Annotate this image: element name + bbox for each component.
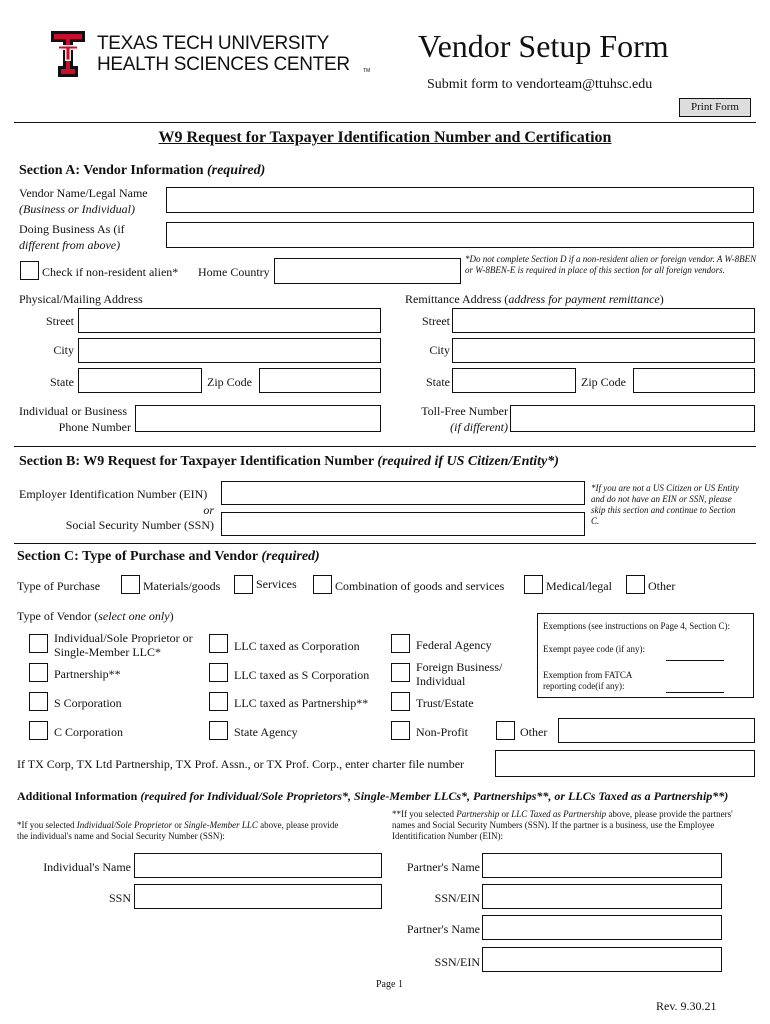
llc-s-corporation-label: LLC taxed as S Corporation [234, 668, 370, 682]
partner-note: **If you selected Partnership or LLC Taxed as Partnership above, please provide the partners' names and Social Security Numbers (SSN). If the partner is a business, use the Employee Identitification Number (EIN): [392, 809, 733, 841]
state-label: State [50, 375, 74, 389]
page-number: Page 1 [376, 979, 403, 990]
remit-street-field[interactable] [452, 308, 755, 333]
charter-field[interactable] [495, 750, 755, 777]
double-t-logo-icon [50, 30, 86, 78]
vendor-type-label: Type of Vendor (select one only) [17, 609, 174, 623]
state-agency-checkbox[interactable] [209, 721, 228, 740]
sole-proprietor-label: Individual/Sole Proprietor or Single-Member LLC* [54, 631, 193, 659]
partner-ssn-field-1[interactable] [482, 884, 722, 909]
ein-field[interactable] [221, 481, 585, 505]
combination-checkbox[interactable] [313, 575, 332, 594]
non-profit-checkbox[interactable] [391, 721, 410, 740]
other-purchase-checkbox[interactable] [626, 575, 645, 594]
university-logo [50, 30, 390, 80]
llc-partnership-label: LLC taxed as Partnership** [234, 696, 369, 710]
fatca-label-1: Exemption from FATCA [543, 670, 633, 680]
submit-text: Submit form to vendorteam@ttuhsc.edu [427, 77, 653, 92]
partnership-label: Partnership** [54, 667, 121, 681]
medical-legal-label: Medical/legal [546, 579, 612, 593]
logo-line-1: TEXAS TECH UNIVERSITY [97, 33, 329, 54]
other-vendor-field[interactable] [558, 718, 755, 743]
dba-sublabel: different from above) [19, 238, 121, 252]
services-checkbox[interactable] [234, 575, 253, 594]
remit-city-field[interactable] [452, 338, 755, 363]
charter-label: If TX Corp, TX Ltd Partnership, TX Prof. Assn., or TX Prof. Corp., enter charter file number [17, 757, 465, 771]
materials-goods-label: Materials/goods [143, 579, 221, 593]
section-b-title: Section B: W9 Request for Taxpayer Identification Number (required if US Citizen/Entity*) [19, 454, 559, 469]
exemptions-box [537, 613, 754, 698]
form-title: Vendor Setup Form [418, 28, 669, 64]
partner-name-label-2: Partner's Name [406, 922, 480, 936]
trust-estate-checkbox[interactable] [391, 692, 410, 711]
remit-street-label: Street [422, 314, 450, 328]
exemptions-title: Exemptions (see instructions on Page 4, Section C): [543, 621, 730, 631]
tollfree-field[interactable] [510, 405, 755, 432]
trust-estate-label: Trust/Estate [416, 696, 474, 710]
home-country-label: Home Country [198, 265, 270, 279]
nonresident-checkbox[interactable] [20, 261, 39, 280]
section-b-note: *If you are not a US Citizen or US Entity and do not have an EIN or SSN, please skip this section and continue to Section C. [591, 483, 739, 526]
ein-label: Employer Identification Number (EIN) [19, 487, 208, 501]
other-vendor-label: Other [520, 725, 548, 739]
foreign-business-checkbox[interactable] [391, 663, 410, 682]
state-agency-label: State Agency [234, 725, 298, 739]
partner-name-label-1: Partner's Name [406, 860, 480, 874]
street-label: Street [46, 314, 74, 328]
fatca-field[interactable] [666, 692, 724, 693]
city-label: City [53, 343, 74, 357]
exempt-payee-field[interactable] [666, 660, 724, 661]
logo-tm: TM [363, 68, 371, 74]
section-b-divider [14, 543, 756, 544]
state-field[interactable] [78, 368, 202, 393]
other-purchase-label: Other [648, 579, 676, 593]
other-vendor-checkbox[interactable] [496, 721, 515, 740]
home-country-field[interactable] [274, 258, 461, 284]
phone-field[interactable] [135, 405, 381, 432]
c-corporation-checkbox[interactable] [29, 721, 48, 740]
combination-label: Combination of goods and services [335, 579, 505, 593]
vendor-name-field[interactable] [166, 187, 754, 213]
partner-ssn-field-2[interactable] [482, 947, 722, 972]
street-field[interactable] [78, 308, 381, 333]
zip-label: Zip Code [207, 375, 252, 389]
revision: Rev. 9.30.21 [656, 999, 717, 1013]
fatca-label-2: reporting code(if any): [543, 681, 625, 691]
city-field[interactable] [78, 338, 381, 363]
section-a-divider [14, 446, 756, 447]
zip-field[interactable] [259, 368, 381, 393]
federal-agency-label: Federal Agency [416, 638, 492, 652]
nonresident-note: *Do not complete Section D if a non-resident alien or foreign vendor. A W-8BEN or W-8BEN-E is required in place of this section for all foreign vendors. [465, 254, 757, 275]
remit-zip-field[interactable] [633, 368, 755, 393]
main-title: W9 Request for Taxpayer Identification Number and Certification [158, 129, 612, 146]
llc-partnership-checkbox[interactable] [209, 692, 228, 711]
non-profit-label: Non-Profit [416, 725, 468, 739]
exempt-payee-label: Exempt payee code (if any): [543, 644, 645, 654]
sole-proprietor-checkbox[interactable] [29, 634, 48, 653]
remit-state-field[interactable] [452, 368, 576, 393]
medical-legal-checkbox[interactable] [524, 575, 543, 594]
remit-city-label: City [429, 343, 450, 357]
s-corporation-label: S Corporation [54, 696, 122, 710]
partner-ssn-label-2: SSN/EIN [434, 955, 480, 969]
phone-sublabel: Phone Number [58, 420, 131, 434]
ssn-field[interactable] [221, 512, 585, 536]
ssn-label: Social Security Number (SSN) [65, 518, 214, 532]
individual-ssn-label: SSN [108, 891, 131, 905]
llc-corporation-label: LLC taxed as Corporation [234, 639, 360, 653]
remit-zip-label: Zip Code [581, 375, 626, 389]
c-corporation-label: C Corporation [54, 725, 123, 739]
or-label: or [203, 503, 214, 517]
individual-name-field[interactable] [134, 853, 382, 878]
physical-address-label: Physical/Mailing Address [19, 292, 143, 306]
services-label: Services [256, 577, 297, 591]
header-divider [14, 122, 756, 123]
dba-label: Doing Business As (if [19, 222, 125, 236]
partner-ssn-label-1: SSN/EIN [434, 891, 480, 905]
llc-s-corporation-checkbox[interactable] [209, 663, 228, 682]
additional-info-title: Additional Information (required for Individual/Sole Proprietors*, Single-Member LLCs*, Partnerships**, or LLCs Taxed as a Partnership**) [17, 789, 729, 803]
section-a-title: Section A: Vendor Information (required) [19, 163, 266, 178]
partnership-checkbox[interactable] [29, 663, 48, 682]
s-corporation-checkbox[interactable] [29, 692, 48, 711]
foreign-business-label: Foreign Business/ Individual [416, 660, 503, 688]
phone-label: Individual or Business [19, 404, 127, 418]
remittance-address-label: Remittance Address (address for payment remittance) [405, 292, 664, 306]
tollfree-label: Toll-Free Number [421, 404, 508, 418]
section-c-title: Section C: Type of Purchase and Vendor (required) [17, 549, 320, 564]
dba-field[interactable] [166, 222, 754, 248]
print-form-button[interactable]: Print Form [679, 98, 751, 117]
individual-ssn-field[interactable] [134, 884, 382, 909]
llc-corporation-checkbox[interactable] [209, 634, 228, 653]
vendor-name-sublabel: (Business or Individual) [19, 202, 135, 216]
vendor-name-label: Vendor Name/Legal Name [19, 186, 148, 200]
federal-agency-checkbox[interactable] [391, 634, 410, 653]
remit-state-label: State [426, 375, 450, 389]
partner-name-field-2[interactable] [482, 915, 722, 940]
tollfree-sublabel: (if different) [450, 420, 508, 434]
individual-note: *If you selected Individual/Sole Proprietor or Single-Member LLC above, please provide the individual's name and Social Security Number (SSN): [17, 820, 339, 841]
individual-name-label: Individual's Name [43, 860, 131, 874]
purchase-type-label: Type of Purchase [17, 579, 101, 593]
partner-name-field-1[interactable] [482, 853, 722, 878]
nonresident-label: Check if non-resident alien* [42, 265, 179, 279]
materials-goods-checkbox[interactable] [121, 575, 140, 594]
logo-line-2: HEALTH SCIENCES CENTER [97, 54, 350, 75]
